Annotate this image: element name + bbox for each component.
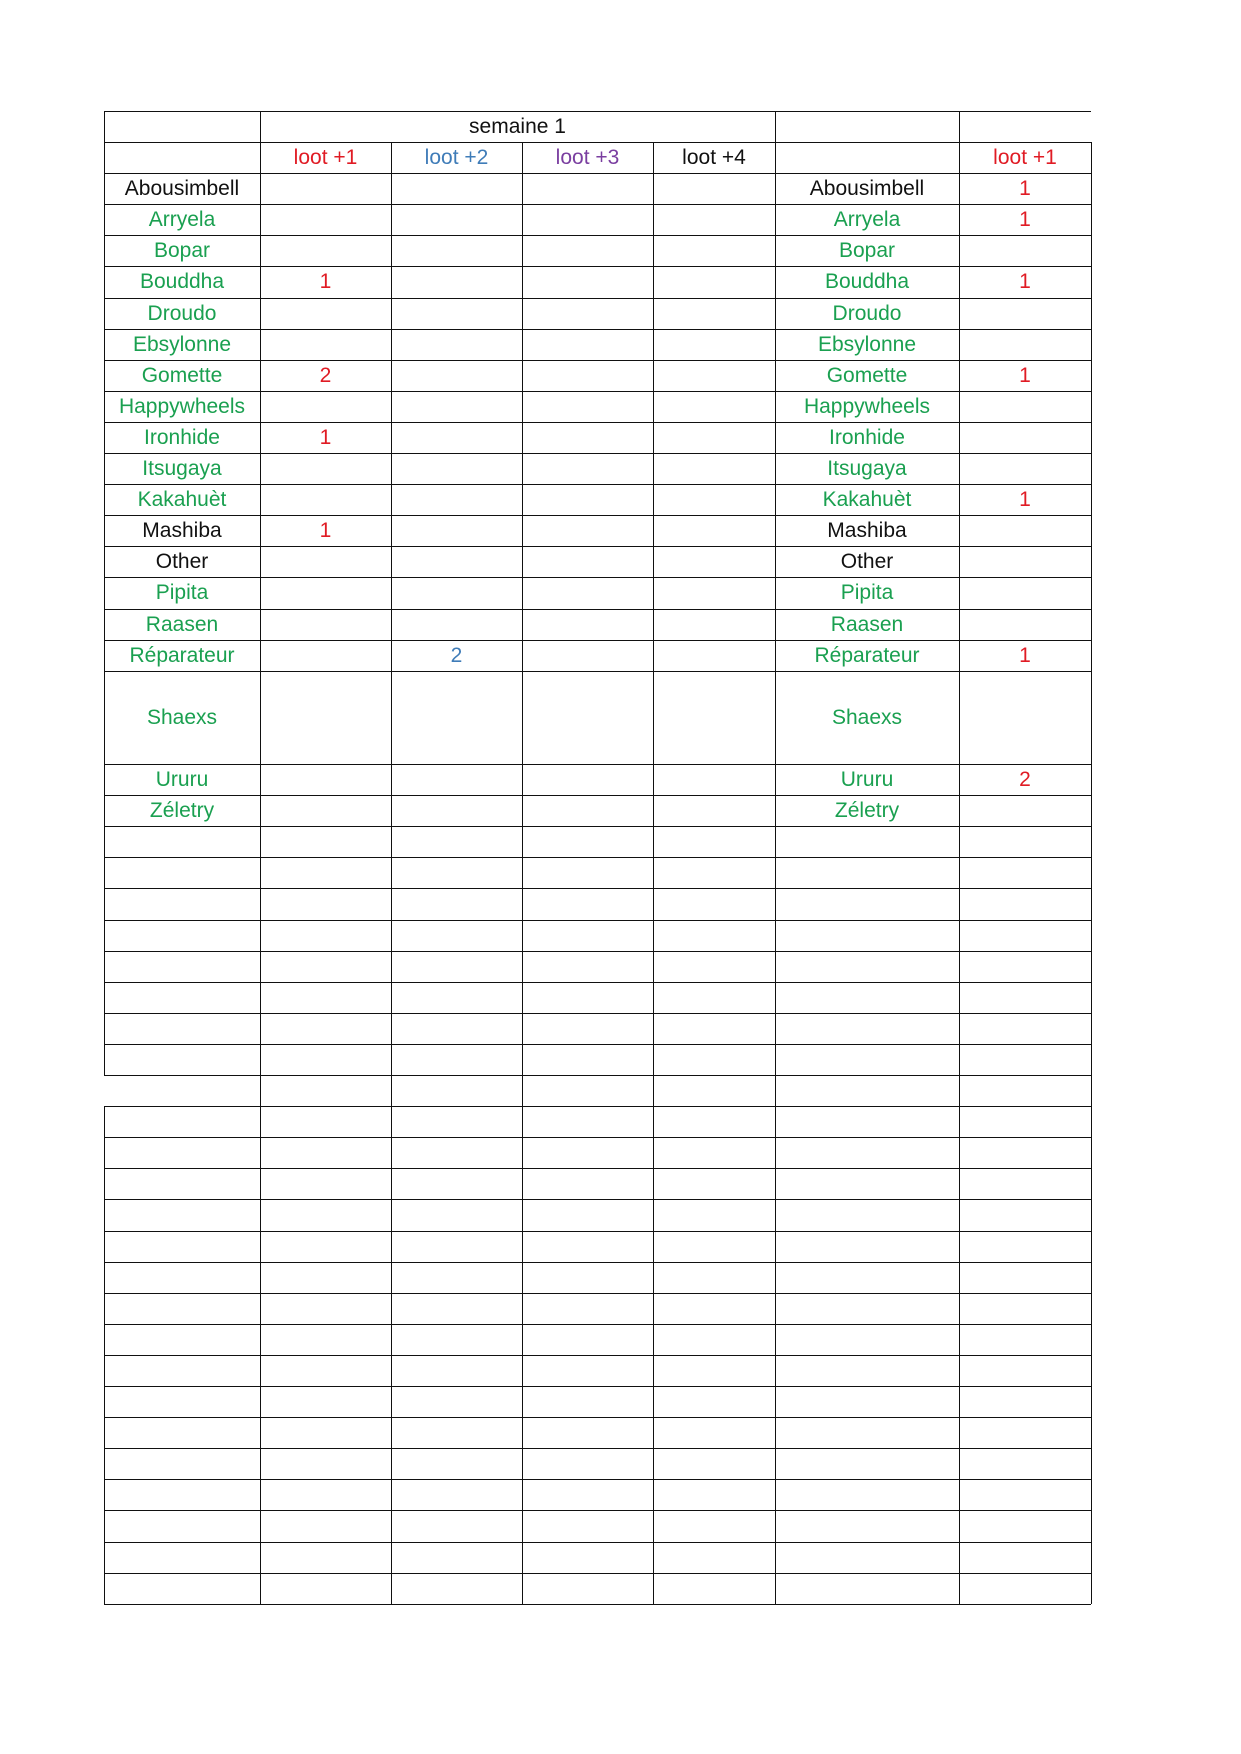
player-name-right: Abousimbell [809, 177, 925, 201]
grid-hline [104, 1137, 1091, 1138]
player-name: Itsugaya [142, 457, 222, 481]
loot4-value [653, 453, 775, 484]
loot1-value: 1 [319, 270, 332, 294]
grid-hline [104, 1479, 1091, 1480]
loot3-value [522, 795, 653, 826]
loot1-value [260, 173, 391, 204]
loot1-value [260, 453, 391, 484]
grid-hline [104, 1106, 1091, 1107]
loot3-value [522, 298, 653, 329]
loot4-value [653, 795, 775, 826]
loot2-value [391, 391, 522, 422]
loot1-value: 1 [319, 519, 332, 543]
right-loot1-value [959, 795, 1091, 826]
loot3-value [522, 515, 653, 546]
loot1-value [260, 484, 391, 515]
loot4-value [653, 422, 775, 453]
right-loot1-value: 2 [1019, 768, 1031, 792]
player-name-right: Ironhide [829, 425, 905, 449]
right-loot1-value [959, 391, 1091, 422]
loot2-value [391, 329, 522, 360]
loot4-value [653, 235, 775, 266]
loot4-value [653, 640, 775, 671]
loot3-value [522, 173, 653, 204]
loot2-value [391, 609, 522, 640]
loot1-value [260, 391, 391, 422]
player-name: Shaexs [146, 705, 218, 729]
player-name: Ebsylonne [132, 332, 232, 356]
player-name-right: Itsugaya [827, 457, 907, 481]
loot3-value [522, 609, 653, 640]
loot2-value [391, 173, 522, 204]
player-name: Ururu [155, 768, 209, 792]
player-name-right: Pipita [840, 581, 894, 605]
player-name: Raasen [145, 612, 219, 636]
loot4-value [653, 484, 775, 515]
right-loot1-value [959, 453, 1091, 484]
player-name-right: Bopar [838, 239, 896, 263]
player-name-right: Other [840, 550, 894, 574]
right-loot1-value [959, 515, 1091, 546]
loot2-value [391, 298, 522, 329]
loot1-value [260, 609, 391, 640]
loot3-value [522, 329, 653, 360]
player-name-right: Droudo [832, 301, 902, 325]
grid-hline [104, 982, 1091, 983]
player-name: Zéletry [149, 799, 215, 823]
loot3-value [522, 266, 653, 297]
loot2-value [391, 453, 522, 484]
loot3-value [522, 640, 653, 671]
loot4-value [653, 298, 775, 329]
loot3-value [522, 671, 653, 764]
player-name: Pipita [155, 581, 209, 605]
right-loot1-value: 1 [1019, 488, 1031, 512]
grid-hline [104, 1355, 1091, 1356]
grid-hline [104, 1293, 1091, 1294]
loot-header-3: loot +3 [555, 146, 620, 170]
player-name: Ironhide [144, 425, 220, 449]
right-loot1-value [959, 577, 1091, 608]
loot1-value [260, 795, 391, 826]
loot2-value [391, 360, 522, 391]
right-loot-header: loot +1 [993, 146, 1057, 170]
loot1-value [260, 235, 391, 266]
loot3-value [522, 546, 653, 577]
loot1-value: 2 [319, 363, 332, 387]
loot1-value [260, 298, 391, 329]
loot-header-1: loot +1 [293, 146, 358, 170]
player-name-right: Ururu [840, 768, 894, 792]
grid-hline [104, 1013, 1091, 1014]
right-loot1-value: 1 [1019, 208, 1031, 232]
loot4-value [653, 266, 775, 297]
grid-hline [104, 951, 1091, 952]
loot2-value [391, 235, 522, 266]
player-name: Réparateur [129, 643, 235, 667]
player-name-right: Mashiba [827, 519, 907, 543]
grid-hline [104, 1417, 1091, 1418]
grid-hline [104, 1542, 1091, 1543]
grid-hline [104, 1510, 1091, 1511]
loot2-value [391, 484, 522, 515]
loot1-value [260, 671, 391, 764]
loot1-value [260, 577, 391, 608]
player-name-right: Réparateur [814, 643, 920, 667]
grid-hline [104, 1386, 1091, 1387]
grid-hline [104, 1448, 1091, 1449]
player-name-right: Ebsylonne [817, 332, 917, 356]
right-loot1-value: 1 [1019, 643, 1031, 667]
loot4-value [653, 546, 775, 577]
right-loot1-value [959, 609, 1091, 640]
loot4-value [653, 391, 775, 422]
grid-hline [104, 1604, 1091, 1605]
loot1-value: 1 [319, 425, 332, 449]
loot2-value [391, 671, 522, 764]
grid-hline [104, 1573, 1091, 1574]
player-name: Abousimbell [124, 177, 240, 201]
right-loot1-value [959, 298, 1091, 329]
right-loot1-value: 1 [1019, 270, 1031, 294]
loot3-value [522, 453, 653, 484]
right-loot1-value [959, 329, 1091, 360]
loot4-value [653, 671, 775, 764]
right-loot1-value [959, 235, 1091, 266]
loot-header-2: loot +2 [424, 146, 489, 170]
loot1-value [260, 546, 391, 577]
player-name: Bopar [153, 239, 211, 263]
loot4-value [653, 577, 775, 608]
player-name: Other [155, 550, 209, 574]
loot3-value [522, 391, 653, 422]
week-header: semaine 1 [469, 115, 566, 139]
player-name: Arryela [148, 208, 216, 232]
loot1-value [260, 329, 391, 360]
grid-vline [104, 1106, 105, 1604]
grid-hline [104, 857, 1091, 858]
grid-vline [1091, 142, 1092, 1604]
loot3-value [522, 360, 653, 391]
right-loot1-value [959, 422, 1091, 453]
loot4-value [653, 515, 775, 546]
loot4-value [653, 764, 775, 795]
grid-hline [104, 888, 1091, 889]
player-name-right: Shaexs [831, 705, 903, 729]
loot1-value [260, 640, 391, 671]
right-loot1-value [959, 546, 1091, 577]
loot-header-4: loot +4 [682, 146, 746, 170]
right-loot1-value [959, 671, 1091, 764]
player-name-right: Zéletry [834, 799, 900, 823]
loot4-value [653, 360, 775, 391]
right-loot1-value: 1 [1019, 177, 1031, 201]
loot3-value [522, 577, 653, 608]
player-name-right: Happywheels [803, 394, 931, 418]
player-name: Happywheels [118, 394, 246, 418]
player-name-right: Arryela [833, 208, 901, 232]
loot3-value [522, 422, 653, 453]
player-name-right: Kakahuèt [822, 488, 912, 512]
loot2-value [391, 546, 522, 577]
grid-hline [104, 826, 1091, 827]
loot4-value [653, 204, 775, 235]
player-name: Gomette [141, 363, 223, 387]
loot4-value [653, 329, 775, 360]
loot2-value [391, 577, 522, 608]
loot3-value [522, 204, 653, 235]
player-name: Droudo [147, 301, 217, 325]
grid-hline [104, 1262, 1091, 1263]
grid-hline [104, 1044, 1091, 1045]
player-name: Kakahuèt [137, 488, 227, 512]
loot2-value: 2 [450, 643, 463, 667]
loot1-value [260, 204, 391, 235]
loot3-value [522, 764, 653, 795]
loot2-value [391, 266, 522, 297]
loot3-value [522, 484, 653, 515]
loot2-value [391, 515, 522, 546]
loot2-value [391, 795, 522, 826]
grid-hline [104, 1199, 1091, 1200]
grid-hline [104, 1231, 1091, 1232]
grid-hline [104, 1324, 1091, 1325]
loot1-value [260, 764, 391, 795]
loot3-value [522, 235, 653, 266]
loot2-value [391, 422, 522, 453]
loot4-value [653, 173, 775, 204]
loot2-value [391, 204, 522, 235]
player-name-right: Gomette [826, 363, 908, 387]
player-name: Bouddha [139, 270, 225, 294]
player-name-right: Bouddha [824, 270, 910, 294]
grid-hline [104, 920, 1091, 921]
player-name: Mashiba [142, 519, 222, 543]
loot4-value [653, 609, 775, 640]
grid-hline [104, 1075, 1091, 1076]
player-name-right: Raasen [830, 612, 904, 636]
loot2-value [391, 764, 522, 795]
right-loot1-value: 1 [1019, 363, 1031, 387]
grid-hline [104, 1168, 1091, 1169]
